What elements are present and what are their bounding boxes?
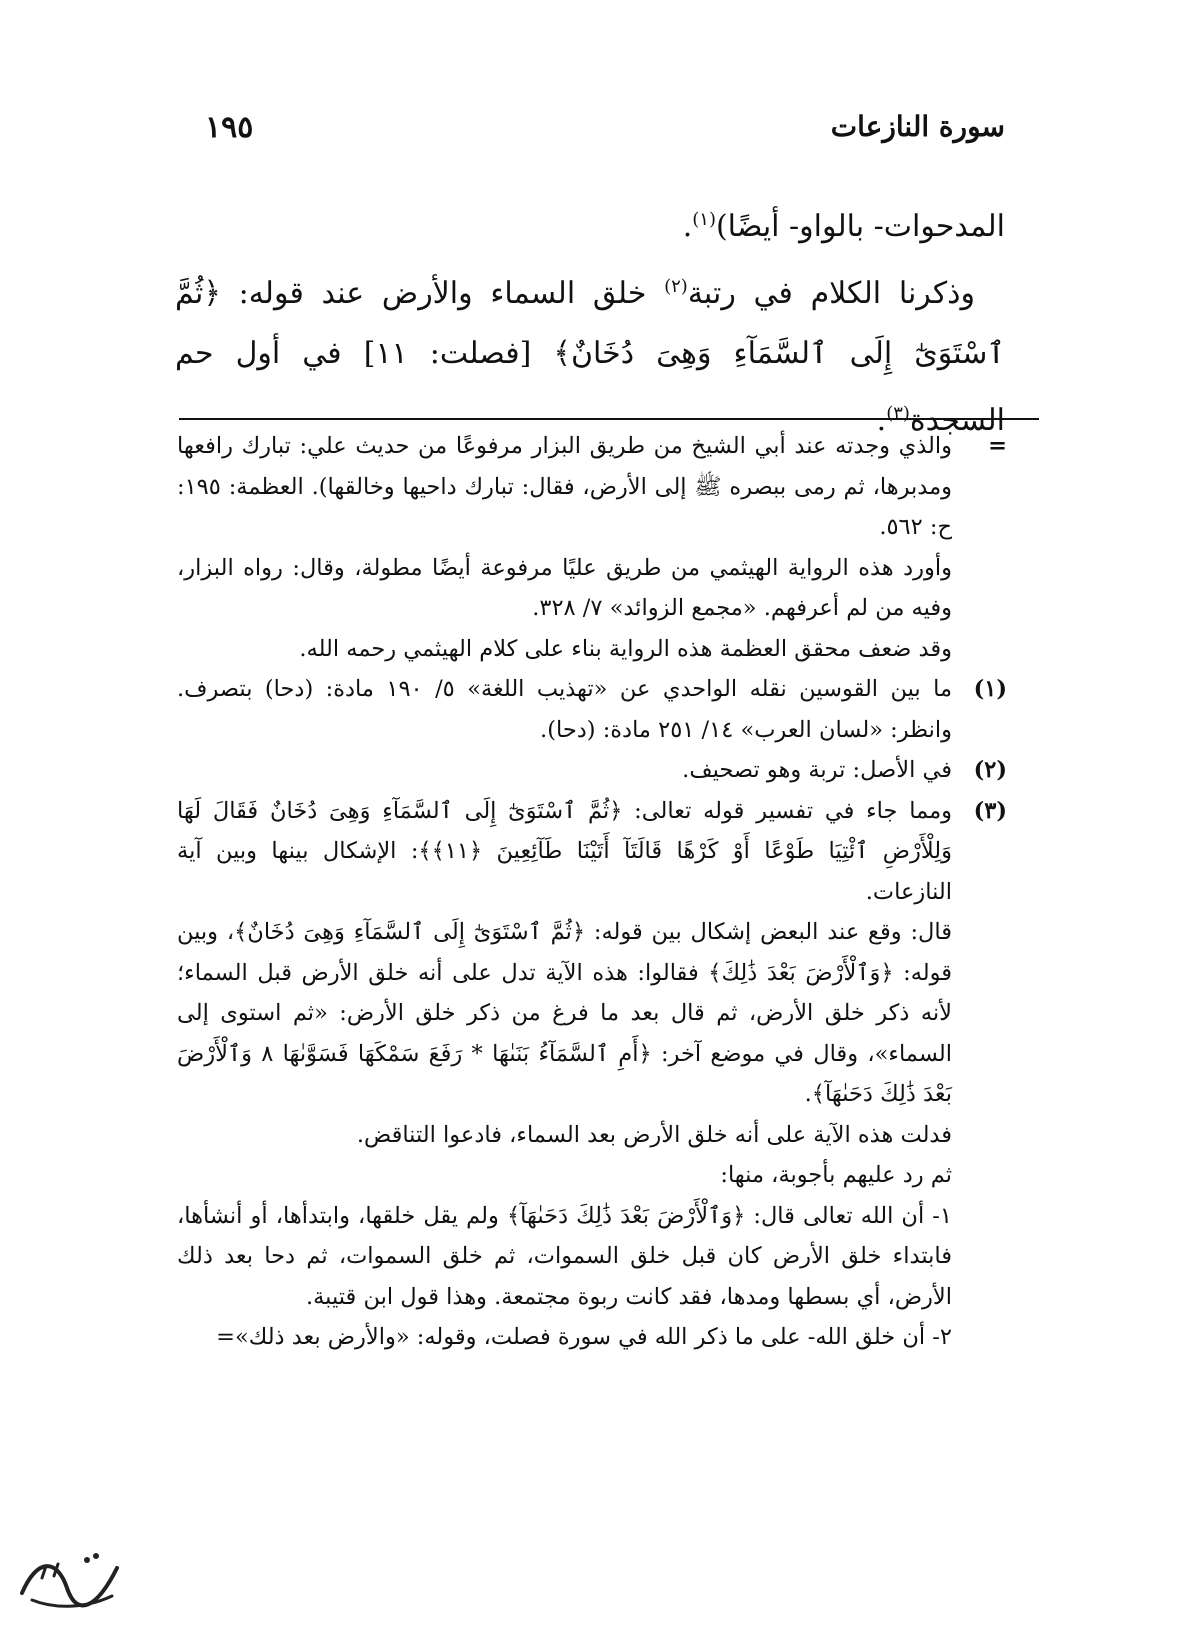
footnote-marker: (٢) xyxy=(973,757,1007,783)
footnote-ref-3[interactable]: (٣) xyxy=(886,403,910,424)
sura-title: سورة النازعات xyxy=(830,110,1005,143)
footnote-paragraph: ومما جاء في تفسير قوله تعالى: ﴿ثُمَّ ٱسْتَوَىٰٓ إِلَى ٱلسَّمَآءِ وَهِىَ دُخَانٌ فَقَالَ لَهَا وَلِلْأَرْضِ ٱئْتِيَا طَوْعًا أَوْ كَرْهًا قَالَتَآ أَتَيْنَا طَآئِعِينَ ﴿١١﴾﴾: الإشكال بينها وبين آية النازعات. xyxy=(177,797,952,905)
footnote-paragraph: في الأصل: تربة وهو تصحيف. xyxy=(682,757,952,783)
footnote-marker: (١) xyxy=(973,676,1007,702)
footnote-2 xyxy=(177,750,1007,791)
main-paragraph-2: وذكرنا الكلام في رتبة$^{(٢)}$ خلق السماء والأرض عند قوله: ﴿ثُمَّ ٱسْتَوَىٰٓ إِلَى ٱلسَّمَآءِ وَهِىَ دُخَانٌ﴾ [فصلت: ١١] في أول حم السجدة$^{(٣)}$. xyxy=(175,276,1005,438)
footnote-ref-2[interactable]: (٢) xyxy=(664,276,688,297)
footnote-1 xyxy=(177,669,1007,750)
main-body xyxy=(175,190,1005,451)
footnote-3 xyxy=(177,791,1007,1358)
footnote-paragraph: فدلت هذه الآية على أنه خلق الأرض بعد السماء، فادعوا التناقض. xyxy=(356,1121,952,1148)
continuation-paragraph: وأورد هذه الرواية الهيثمي من طريق عليًا مرفوعة أيضًا مطولة، وقال: رواه البزار، وفيه من لم أعرفهم. «مجمع الزوائد» ٧/ ٣٢٨. xyxy=(177,554,952,621)
footnote-continuation xyxy=(177,426,1007,669)
page-number: ١٩٥ xyxy=(205,110,254,145)
footnote-ref-1[interactable]: (١) xyxy=(692,209,716,230)
publisher-logo-icon xyxy=(12,1538,132,1618)
footnote-paragraph: ١- أن الله تعالى قال: ﴿وَٱلْأَرْضَ بَعْدَ ذَٰلِكَ دَحَىٰهَآ﴾ ولم يقل خلقها، وابتدأها، أو أنشأها، فابتداء خلق الأرض كان قبل خلق السموات، ثم خلق السموات، ثم دحا بعد ذلك الأرض، أي بسطها ومدها، فقد كانت ربوة مجتمعة. وهذا قول ابن قتيبة. xyxy=(177,1202,952,1310)
footnote-paragraph: ما بين القوسين نقله الواحدي عن «تهذيب اللغة» ٥/ ١٩٠ مادة: (دحا) بتصرف. وانظر: «لسان العرب» ١٤/ ٢٥١ مادة: (دحا). xyxy=(177,676,953,743)
footnote-marker: (٣) xyxy=(973,797,1007,824)
footnote-separator xyxy=(179,418,1039,420)
footnotes-section xyxy=(177,426,1007,1358)
continuation-paragraph: وقد ضعف محقق العظمة هذه الرواية بناء على كلام الهيثمي رحمه الله. xyxy=(299,635,952,662)
continuation-marker: = xyxy=(988,433,1007,459)
page-header xyxy=(205,110,1005,150)
footnote-paragraph: قال: وقع عند البعض إشكال بين قوله: ﴿ثُمَّ ٱسْتَوَىٰٓ إِلَى ٱلسَّمَآءِ وَهِىَ دُخَانٌ﴾، وبين قوله: ﴿وَٱلْأَرْضَ بَعْدَ ذَٰلِكَ﴾ فقالوا: هذه الآية تدل على أنه خلق الأرض قبل السماء؛ لأنه ذكر خلق الأرض، ثم قال بعد ما فرغ من ذكر خلق الأرض: «ثم استوى إلى السماء»، وقال في موضع آخر: ﴿أَمِ ٱلسَّمَآءُ بَنَىٰهَا * رَفَعَ سَمْكَهَا فَسَوَّىٰهَا ٨ وَٱلْأَرْضَ بَعْدَ ذَٰلِكَ دَحَىٰهَآ﴾. xyxy=(177,919,952,1107)
footnote-paragraph: ٢- أن خلق الله- على ما ذكر الله في سورة فصلت، وقوله: «والأرض بعد ذلك»= xyxy=(216,1324,952,1350)
main-line-1: المدحوات- بالواو- أيضًا)$^{(١)}$. xyxy=(682,209,1005,244)
footnote-paragraph: ثم رد عليهم بأجوبة، منها: xyxy=(720,1162,952,1188)
continuation-paragraph: والذي وجدته عند أبي الشيخ من طريق البزار مرفوعًا من حديث علي: تبارك رافعها ومدبرها، ثم رمى ببصره ﷺ إلى الأرض، فقال: تبارك داحيها وخالقها). العظمة: ١٩٥: ح: ٥٦٢. xyxy=(177,433,952,540)
